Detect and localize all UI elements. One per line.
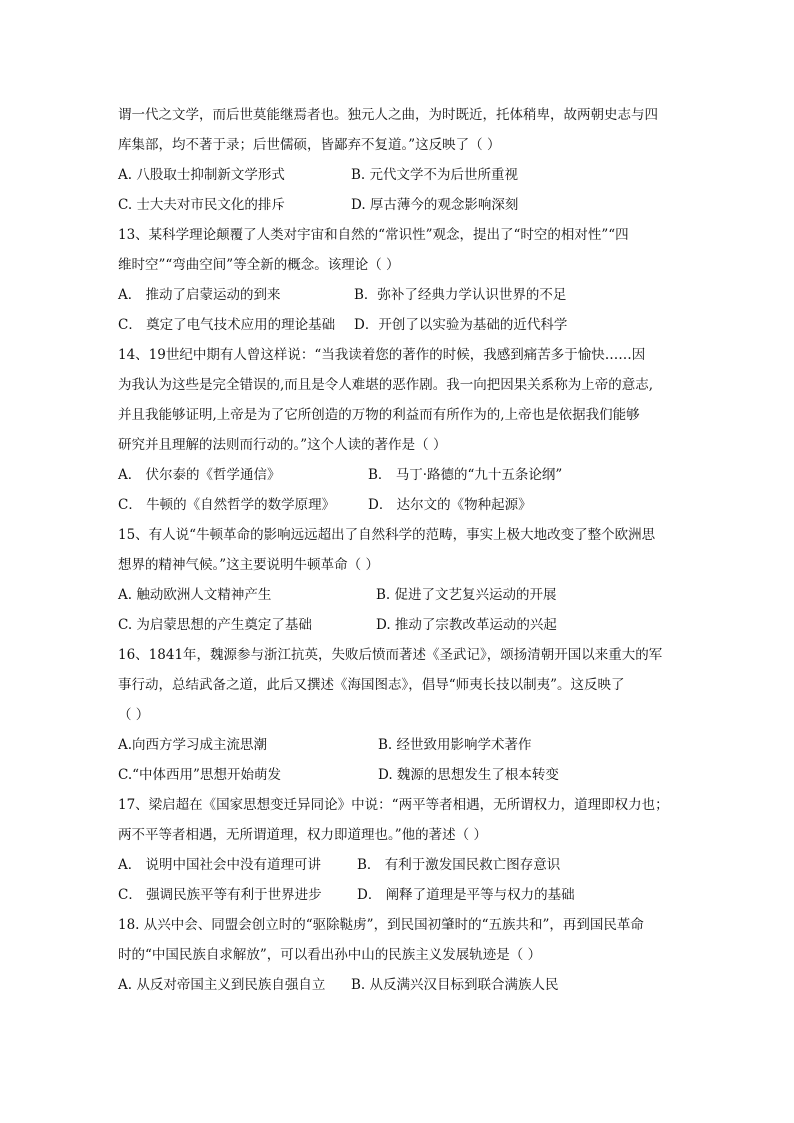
question-16 (118, 640, 680, 790)
option-b[interactable]: B． 有利于激发国民救亡图存意识 (357, 857, 561, 873)
option-row (118, 580, 680, 610)
option-c[interactable]: C. 士大夫对市民文化的排斥 (118, 197, 285, 213)
question-text-line: 时的“中国民族自求解放”，可以看出孙中山的民族主义发展轨迹是（ ） (118, 947, 542, 963)
question-text-line: 谓一代之文学，而后世莫能继焉者也。独元人之曲，为时既近，托体稍卑，故两朝史志与四 (118, 107, 658, 123)
question-text-line: 16、1841年，魏源参与浙江抗英，失败后愤而著述《圣武记》，颂扬清朝开国以来重大的军 (118, 647, 663, 663)
option-a[interactable]: A. 从反对帝国主义到民族自强自立 (118, 977, 326, 993)
option-row (118, 280, 680, 310)
option-b[interactable]: B． 马丁·路德的“九十五条论纲” (368, 467, 563, 483)
option-row (118, 970, 680, 1000)
option-row (118, 730, 680, 760)
question-18 (118, 910, 680, 1000)
question-15 (118, 520, 680, 640)
option-c[interactable]: C. 为启蒙思想的产生奠定了基础 (118, 617, 312, 633)
question-13 (118, 220, 680, 340)
option-b[interactable]: B. 从反满兴汉目标到联合满族人民 (351, 977, 559, 993)
option-b[interactable]: B. 促进了文艺复兴运动的开展 (376, 587, 557, 603)
question-text-line: 两不平等者相遇，无所谓道理，权力即道理也。”他的著述（ ） (118, 827, 487, 843)
option-b[interactable]: B. 元代文学不为后世所重视 (351, 167, 519, 183)
question-text-line: 14、19世纪中期有人曾这样说：“当我读着您的著作的时候，我感到痛苦多于愉快……因 (118, 347, 646, 363)
option-row (118, 160, 680, 190)
option-b[interactable]: B．弥补了经典力学认识世界的不足 (354, 287, 567, 303)
option-row (118, 760, 680, 790)
option-c[interactable]: C． 强调民族平等有利于世界进步 (118, 887, 322, 903)
exam-page (118, 100, 680, 1000)
question-text-line: 为我认为这些是完全错误的,而且是令人难堪的恶作剧。我一向把因果关系称为上帝的意志, (118, 377, 654, 393)
question-text-line: 事行动，总结武备之道，此后又撰述《海国图志》，倡导“师夷长技以制夷”。这反映了 (118, 677, 625, 693)
option-a[interactable]: A.向西方学习成主流思潮 (118, 737, 268, 753)
option-row (118, 490, 680, 520)
option-a[interactable]: A. 触动欧洲人文精神产生 (118, 587, 272, 603)
option-b[interactable]: B. 经世致用影响学术著作 (378, 737, 532, 753)
option-a[interactable]: A． 说明中国社会中没有道理可讲 (118, 857, 322, 873)
option-row (118, 610, 680, 640)
option-a[interactable]: A． 推动了启蒙运动的到来 (118, 287, 281, 303)
option-row (118, 460, 680, 490)
question-12 (118, 100, 680, 220)
question-text-line: （ ） (118, 707, 150, 723)
option-row (118, 310, 680, 340)
question-14 (118, 340, 680, 520)
question-17 (118, 790, 680, 910)
question-text-line: 库集部，均不著于录；后世儒硕，皆鄙弃不复道。”这反映了（ ） (118, 137, 501, 153)
option-row (118, 880, 680, 910)
option-d[interactable]: D． 阐释了道理是平等与权力的基础 (357, 887, 575, 903)
question-text-line: 18. 从兴中会、同盟会创立时的“驱除鞑虏”，到民国初肇时的“五族共和”，再到国民革命 (118, 917, 644, 933)
option-d[interactable]: D. 推动了宗教改革运动的兴起 (376, 617, 557, 633)
option-d[interactable]: D．开创了以实验为基础的近代科学 (354, 317, 568, 333)
option-c[interactable]: C． 牛顿的《自然哲学的数学原理》 (118, 497, 336, 513)
option-d[interactable]: D. 魏源的思想发生了根本转变 (378, 767, 559, 783)
option-d[interactable]: D． 达尔文的《物种起源》 (368, 497, 532, 513)
question-text-line: 13、某科学理论颠覆了人类对宇宙和自然的“常识性”观念，提出了“时空的相对性”“四 (118, 227, 629, 243)
option-row (118, 190, 680, 220)
question-text-line: 17、梁启超在《国家思想变迁异同论》中说：“两平等者相遇，无所谓权力，道理即权力也； (118, 797, 669, 813)
question-text-line: 15、有人说“牛顿革命的影响远远超出了自然科学的范畴，事实上极大地改变了整个欧洲思 (118, 527, 656, 543)
option-c[interactable]: C． 奠定了电气技术应用的理论基础 (118, 317, 336, 333)
option-c[interactable]: C.“中体西用”思想开始萌发 (118, 767, 281, 783)
option-d[interactable]: D. 厚古薄今的观念影响深刻 (351, 197, 519, 213)
option-a[interactable]: A． 伏尔泰的《哲学通信》 (118, 467, 281, 483)
question-text-line: 想界的精神气候。”这主要说明牛顿革命（ ） (118, 557, 379, 573)
question-text-line: 维时空”“弯曲空间”等全新的概念。该理论（ ） (118, 257, 400, 273)
question-text-line: 研究并且理解的法则而行动的。”这个人读的著作是（ ） (118, 437, 447, 453)
question-text-line: 并且我能够证明,上帝是为了它所创造的万物的利益而有所作为的,上帝也是依据我们能够 (118, 407, 640, 423)
option-a[interactable]: A. 八股取士抑制新文学形式 (118, 167, 285, 183)
option-row (118, 850, 680, 880)
